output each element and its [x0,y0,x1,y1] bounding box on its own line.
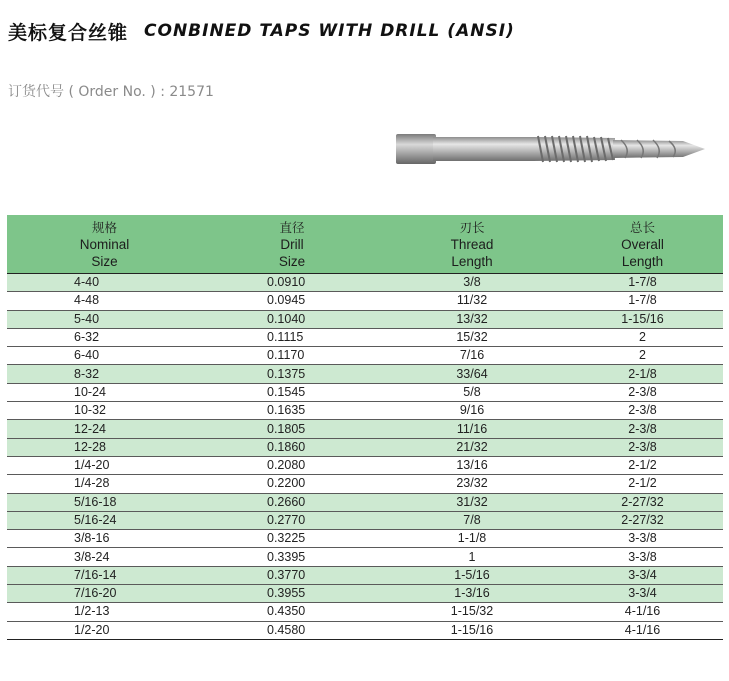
table-row [7,274,723,292]
cell-overall-length: 1-7/8 [562,292,723,310]
cell-nominal-size: 1/4-28 [7,475,202,493]
cell-overall-length: 2 [562,347,723,365]
col-label-en: Size [91,253,118,269]
cell-nominal-size: 10-32 [7,402,202,420]
cell-overall-length: 1-7/8 [562,274,723,292]
col-label-en: Overall [621,236,664,252]
col-label-en: Size [278,253,306,269]
cell-thread-length: 1-3/16 [382,585,562,603]
cell-nominal-size: 5/16-24 [7,511,202,529]
table-row [7,328,723,346]
cell-drill-size: 0.0910 [202,274,382,292]
cell-thread-length: 31/32 [382,493,562,511]
cell-drill-size: 0.1635 [202,402,382,420]
cell-nominal-size: 7/16-14 [7,566,202,584]
cell-drill-size: 0.1115 [202,328,382,346]
table-row [7,347,723,365]
cell-drill-size: 0.3770 [202,566,382,584]
cell-overall-length: 3-3/8 [562,530,723,548]
col-thread-length [382,215,562,274]
col-label-cn: 直径 [279,219,305,235]
cell-thread-length: 1 [382,548,562,566]
cell-thread-length: 21/32 [382,438,562,456]
col-label-en: Nominal [79,236,130,252]
table-row [7,493,723,511]
cell-thread-length: 11/16 [382,420,562,438]
table-row [7,292,723,310]
cell-drill-size: 0.2080 [202,456,382,474]
cell-overall-length: 2 [562,328,723,346]
col-overall-length [562,215,723,274]
col-label-en: Thread [450,236,494,252]
cell-overall-length: 2-27/32 [562,511,723,529]
cell-overall-length: 2-1/2 [562,456,723,474]
specs-table [7,215,723,640]
cell-drill-size: 0.1805 [202,420,382,438]
col-nominal-size [7,215,202,274]
cell-drill-size: 0.4580 [202,621,382,639]
table-row [7,566,723,584]
cell-overall-length: 4-1/16 [562,621,723,639]
cell-thread-length: 7/16 [382,347,562,365]
cell-overall-length: 2-3/8 [562,438,723,456]
table-row [7,548,723,566]
cell-thread-length: 13/16 [382,456,562,474]
cell-nominal-size: 1/2-20 [7,621,202,639]
cell-thread-length: 7/8 [382,511,562,529]
cell-overall-length: 4-1/16 [562,603,723,621]
cell-nominal-size: 12-24 [7,420,202,438]
cell-drill-size: 0.1545 [202,383,382,401]
order-number: 订货代号 ( Order No. ) : 21571 [8,84,214,100]
col-drill-size [202,215,382,274]
cell-drill-size: 0.1375 [202,365,382,383]
title-en: CONBINED TAPS WITH DRILL (ANSI) [144,21,515,41]
cell-nominal-size: 6-40 [7,347,202,365]
table-row [7,420,723,438]
table-row [7,365,723,383]
cell-thread-length: 1-15/32 [382,603,562,621]
cell-overall-length: 2-3/8 [562,420,723,438]
cell-nominal-size: 7/16-20 [7,585,202,603]
cell-drill-size: 0.4350 [202,603,382,621]
cell-thread-length: 3/8 [382,274,562,292]
cell-nominal-size: 8-32 [7,365,202,383]
cell-drill-size: 0.3225 [202,530,382,548]
cell-overall-length: 2-3/8 [562,402,723,420]
cell-nominal-size: 10-24 [7,383,202,401]
cell-nominal-size: 5/16-18 [7,493,202,511]
cell-drill-size: 0.1040 [202,310,382,328]
col-label-cn: 刃长 [459,219,485,235]
cell-thread-length: 23/32 [382,475,562,493]
col-label-en: Length [451,253,493,269]
col-label-cn: 总长 [629,219,655,235]
cell-thread-length: 11/32 [382,292,562,310]
table-row [7,511,723,529]
cell-thread-length: 5/8 [382,383,562,401]
table-header-row [7,215,723,274]
cell-overall-length: 2-1/2 [562,475,723,493]
cell-overall-length: 3-3/4 [562,566,723,584]
cell-drill-size: 0.3395 [202,548,382,566]
cell-drill-size: 0.0945 [202,292,382,310]
cell-drill-size: 0.2770 [202,511,382,529]
cell-thread-length: 9/16 [382,402,562,420]
cell-nominal-size: 5-40 [7,310,202,328]
cell-drill-size: 0.1170 [202,347,382,365]
cell-nominal-size: 4-48 [7,292,202,310]
table-row [7,383,723,401]
table-row [7,603,723,621]
cell-overall-length: 3-3/8 [562,548,723,566]
table-row [7,310,723,328]
cell-drill-size: 0.2660 [202,493,382,511]
cell-nominal-size: 1/4-20 [7,456,202,474]
tap-with-drill-icon [393,128,709,175]
cell-thread-length: 1-5/16 [382,566,562,584]
cell-drill-size: 0.1860 [202,438,382,456]
cell-thread-length: 33/64 [382,365,562,383]
cell-overall-length: 2-1/8 [562,365,723,383]
table-row [7,438,723,456]
table-row [7,585,723,603]
cell-nominal-size: 3/8-24 [7,548,202,566]
col-label-en: Drill [280,236,304,252]
cell-nominal-size: 12-28 [7,438,202,456]
cell-drill-size: 0.2200 [202,475,382,493]
title-cn: 美标复合丝锥 [8,21,129,44]
cell-thread-length: 15/32 [382,328,562,346]
table-row [7,475,723,493]
cell-overall-length: 3-3/4 [562,585,723,603]
cell-overall-length: 2-3/8 [562,383,723,401]
table-row [7,621,723,639]
col-label-cn: 规格 [91,219,117,235]
col-label-en: Length [621,253,664,269]
cell-nominal-size: 1/2-13 [7,603,202,621]
table-row [7,456,723,474]
cell-nominal-size: 6-32 [7,328,202,346]
table-row [7,530,723,548]
cell-thread-length: 1-1/8 [382,530,562,548]
cell-overall-length: 1-15/16 [562,310,723,328]
cell-nominal-size: 3/8-16 [7,530,202,548]
cell-overall-length: 2-27/32 [562,493,723,511]
table-row [7,402,723,420]
cell-thread-length: 1-15/16 [382,621,562,639]
page-title [8,16,515,46]
cell-thread-length: 13/32 [382,310,562,328]
cell-drill-size: 0.3955 [202,585,382,603]
cell-nominal-size: 4-40 [7,274,202,292]
